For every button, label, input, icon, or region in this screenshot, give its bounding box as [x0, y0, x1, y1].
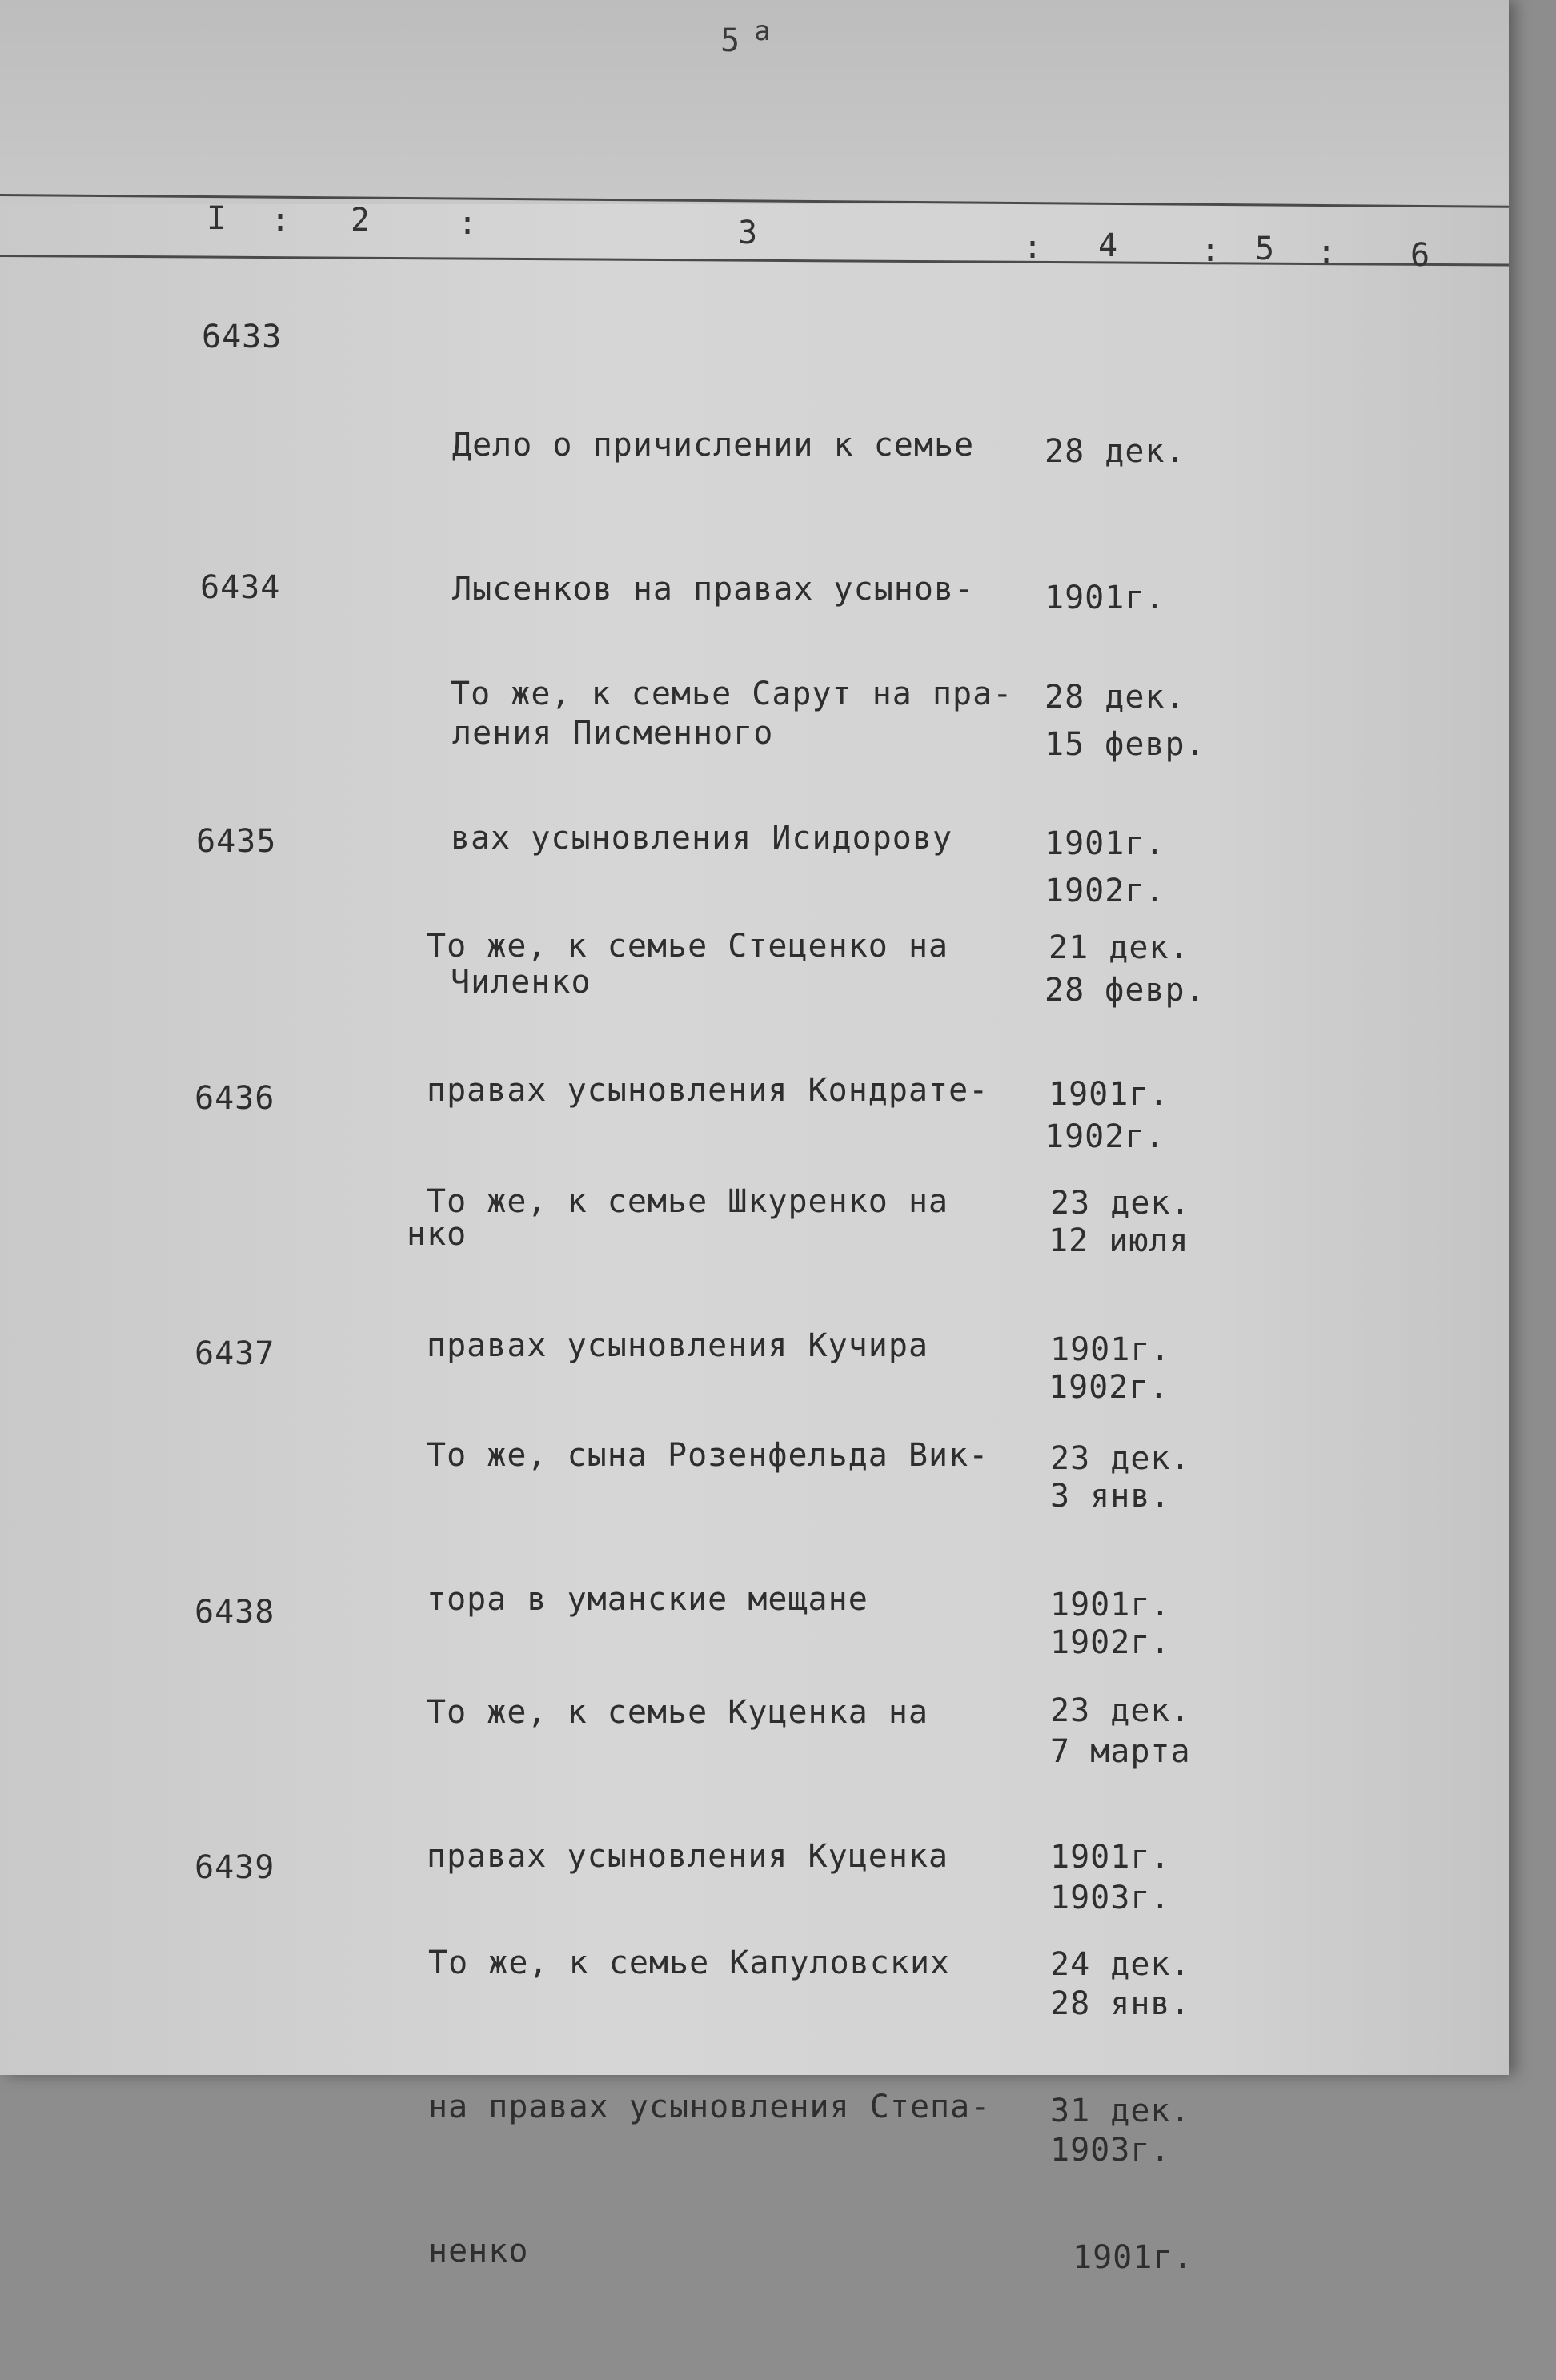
date-line: 1902г. — [1049, 1369, 1169, 1406]
header-rule-bottom — [0, 255, 1509, 267]
date-line: 24 дек. — [1050, 1946, 1191, 1983]
date-line: 15 февр. — [1045, 726, 1205, 763]
date-line: 1903г. — [1050, 2132, 1171, 2169]
date-line: 3 янв. — [1050, 1478, 1171, 1515]
date-line: 1901г. — [1050, 1331, 1171, 1368]
description-line: правах усыновления Кондрате- — [427, 1072, 989, 1109]
description-line: Лысенков на правах усынов- — [452, 571, 975, 608]
description-line: То же, к семье Шкуренко на — [427, 1183, 949, 1220]
description-line: То же, к семье Капуловских — [428, 1945, 951, 1981]
date-line: 1901г. — [1050, 1839, 1171, 1876]
header-col-1: I — [207, 200, 227, 237]
date-line: 1901г. — [1045, 825, 1165, 862]
record-list — [0, 296, 1509, 2276]
description-line: на правах усыновления Степа- — [428, 2089, 991, 2125]
description-line: тора в уманские мещане — [427, 1581, 868, 1618]
record-number: 6437 — [194, 1335, 275, 1372]
description-line: правах усыновления Куценка — [427, 1838, 949, 1875]
date-line: 23 дек. — [1050, 1692, 1191, 1729]
description-line: Чиленко — [451, 964, 592, 1001]
header-col-6: 6 — [1410, 237, 1430, 274]
description-line: То же, к семье Сарут на пра- — [451, 676, 1013, 712]
date-line: 28 янв. — [1050, 1985, 1191, 2022]
date-line: 1901г. — [1073, 2239, 1193, 2276]
description-line: ненко — [428, 2233, 529, 2270]
date-line: 1901г. — [1045, 580, 1165, 616]
description-line: То же, к семье Стеценко на — [427, 928, 949, 965]
record-number: 6433 — [202, 319, 283, 355]
record-description — [428, 1843, 990, 2371]
date-line: 1901г. — [1050, 1587, 1171, 1623]
date-line: 12 июля — [1049, 1222, 1189, 1259]
header-col-3: 3 — [738, 215, 758, 251]
date-line: 28 дек. — [1045, 433, 1185, 470]
description-line: нко — [407, 1216, 467, 1253]
header-col-2: 2 — [351, 202, 371, 239]
record-number: 6435 — [196, 823, 277, 860]
date-line: 1902г. — [1045, 1118, 1165, 1155]
date-line: 1903г. — [1050, 1880, 1171, 1916]
header-sep-1: : — [271, 202, 291, 239]
date-line: 28 дек. — [1045, 679, 1185, 716]
header-sep-3: : — [1023, 229, 1043, 266]
date-line: 1902г. — [1050, 1624, 1171, 1661]
record-number: 6439 — [194, 1849, 275, 1886]
description-line: Дело о причислении к семье — [452, 427, 975, 464]
date-line: 7 марта — [1050, 1733, 1191, 1770]
header-col-5: 5 — [1255, 231, 1275, 267]
description-line: вах усыновления Исидорову — [451, 820, 953, 857]
date-line: 1901г. — [1049, 1076, 1169, 1113]
description-line: То же, к семье Куценка на — [427, 1694, 929, 1731]
description-line: ления Писменного — [452, 715, 774, 752]
date-line: 31 дек. — [1050, 2093, 1191, 2129]
record-number: 6438 — [194, 1594, 275, 1631]
record-dates — [1050, 1843, 1211, 2380]
header-sep-2: : — [458, 205, 478, 242]
page-number-value: 5 — [720, 22, 740, 59]
header-col-4: 4 — [1098, 227, 1118, 264]
date-line: 28 февр. — [1045, 972, 1205, 1009]
description-line: правах усыновления Кучира — [427, 1327, 929, 1364]
header-sep-4: : — [1201, 232, 1221, 269]
date-line: 23 дек. — [1050, 1185, 1191, 1222]
date-line: 21 дек. — [1049, 929, 1189, 966]
record-number: 6434 — [200, 569, 281, 606]
date-line: 1902г. — [1045, 873, 1165, 909]
page-number-suffix: а — [754, 15, 771, 47]
header-sep-5: : — [1317, 234, 1337, 271]
record-number: 6436 — [194, 1080, 275, 1117]
page-number — [720, 15, 771, 59]
description-line: То же, сына Розенфельда Вик- — [427, 1437, 989, 1474]
date-line: 23 дек. — [1050, 1440, 1191, 1477]
